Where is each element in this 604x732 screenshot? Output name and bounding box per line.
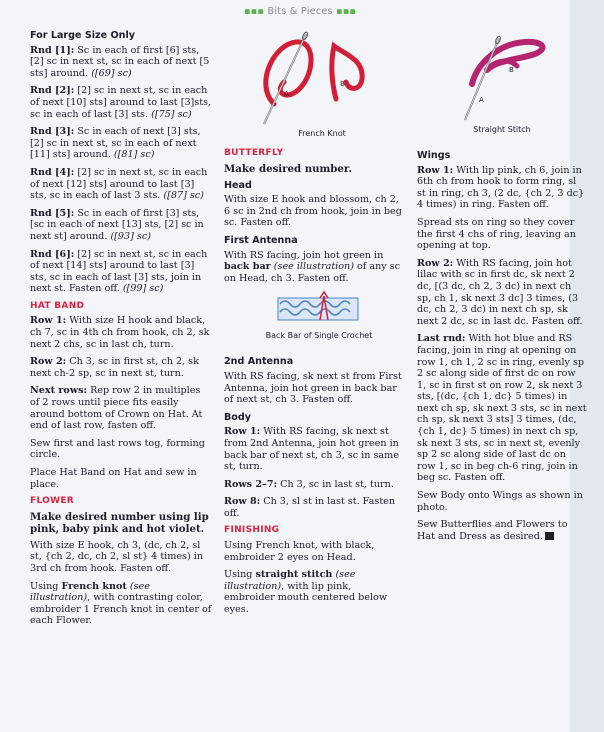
hat-band-row2: Row 2: Ch 3, sc in first st, ch 2, sk next ch-2 sp, sc in next st, turn. <box>30 356 199 379</box>
straight-stitch-caption: Straight Stitch <box>473 125 531 134</box>
rnd6: Rnd [6]: [2] sc in next st, sc in each of next [14] sts] around to last [3] sts, sc in each of last [3] sts, join in next st. Fasten off. ([99] sc) <box>30 248 208 295</box>
wings-heading: Wings <box>417 150 451 161</box>
wings-sew-body: Sew Body onto Wings as shown in photo. <box>417 490 583 513</box>
rnd4: Rnd [4]: [2] sc in next st, sc in each of next [12] sts] around to last [3] sts, sc in each of last 3 sts. ([87] sc) <box>30 166 208 202</box>
hat-band-next-rows: Next rows: Rep row 2 in multiples of 2 rows until piece fits easily around bottom of Crown on Hat. At end of last row, fasten off. <box>30 385 203 432</box>
column-1 <box>30 30 212 633</box>
back-bar-caption: Back Bar of Single Crochet <box>265 331 373 341</box>
fig3-label-b: B <box>509 66 514 74</box>
rnd3: Rnd [3]: Sc in each of next [3] sts, [2] sc in next st, sc in each of next [11] sts] around. ([81] sc) <box>30 126 201 161</box>
wings-last-rnd: Last rnd: With hot blue and RS facing, join in ring at opening on row 1, ch 1, 2 sc in ring, evenly sp 2 sc along side of first dc on row 1, sc in first st on row 2, sk next 3 sts, [(dc, {ch 1, dc} 5 times) in next ch sp, sk next 3 sts, sc in next ch sp, sk next 3 sts] 3 times, (dc, {ch 1, dc} 5 times) in next ch sp, sk next 3 sts, sc in next st, evenly sp 2 sc along side of last dc on row 1, sc in beg ch-6 ring, join in beg sc. Fasten off. <box>417 333 587 484</box>
flower-french-knot: Using French knot (see illustration), with contrasting color, embroider 1 French knot in center of each Flower. <box>30 580 212 627</box>
straight-stitch-figure <box>417 24 587 136</box>
wings-sew-flowers: Sew Butterflies and Flowers to Hat and Dress as desired. <box>417 519 568 542</box>
fig1-label-a: A <box>284 90 289 98</box>
fig1-label-b: B <box>340 80 345 88</box>
wings-row2: Row 2: With RS facing, join hot lilac with sc in first dc, sk next 2 dc, [(3 dc, ch 2, 3 dc) in next ch sp, ch 1, sk next 3 dc] 3 times, (3 dc, ch 2, 3 dc) in next ch sp, sk next 2 dc, sc in last dc. Fasten off. <box>417 257 583 327</box>
butterfly-make: Make desired number. <box>224 162 352 175</box>
french-knot-figure <box>224 24 402 136</box>
back-bar-figure <box>224 290 402 342</box>
head-text: With size E hook and blossom, ch 2, 6 sc in 2nd ch from hook, join in beg sc. Fasten off. <box>224 194 402 229</box>
rnd1: Rnd [1]: Sc in each of first [6] sts, [2] sc in next st, sc in each of next [5 sts] around. ([69] sc) <box>30 44 210 79</box>
body-row1: Row 1: With RS facing, sk next st from 2nd Antenna, join hot green in back bar of next st, ch 3, sc in same st, turn. <box>224 426 399 473</box>
second-antenna-heading: 2nd Antenna <box>224 356 294 368</box>
hat-band-row1: Row 1: With size H hook and black, ch 7, sc in 4th ch from hook, ch 2, sk next 2 chs, sc in last ch, turn. <box>30 315 210 350</box>
second-antenna-text: With RS facing, sk next st from First Antenna, join hot green in back bar of next st, ch 3. Fasten off. <box>224 370 402 406</box>
finishing-straight-stitch: Using straight stitch (see illustration), with lip pink, embroider mouth centered below eyes. <box>224 569 388 616</box>
flower-body: With size E hook, ch 3, (dc, ch 2, sl st, {ch 2, dc, ch 2, sl st} 4 times) in 3rd ch from hook. Fasten off. <box>30 539 203 574</box>
butterfly-title: BUTTERFLY <box>224 148 284 158</box>
finishing-text: Using French knot, with black, embroider 2 eyes on Head. <box>224 540 375 563</box>
straight-stitch-illustration <box>417 24 587 124</box>
header-dots-right: ▪▪▪ <box>336 6 357 17</box>
header-title: Bits & Pieces <box>267 6 333 17</box>
hat-band-place: Place Hat Band on Hat and sew in place. <box>30 467 197 490</box>
wings-spread: Spread sts on ring so they cover the first 4 chs of ring, leaving an opening at top. <box>417 216 576 252</box>
column-3 <box>417 24 587 548</box>
back-bar-illustration <box>224 290 402 326</box>
first-antenna-heading: First Antenna <box>224 234 298 246</box>
body-row8: Row 8: Ch 3, sl st in last st. Fasten off. <box>224 496 396 519</box>
flower-make: Make desired number using lip pink, baby pink and hot violet. <box>30 510 209 535</box>
hat-band-sew: Sew first and last rows tog, forming circle. <box>30 437 205 461</box>
rnd5: Rnd [5]: Sc in each of first [3] sts, [sc in each of next [13] sts, [2] sc in next st] around. ([93] sc) <box>30 207 204 242</box>
fig3-label-a: A <box>479 96 484 104</box>
finishing-title: FINISHING <box>224 525 280 536</box>
wings-row1: Row 1: With lip pink, ch 6, join in 6th ch from hook to form ring, sl st in ring, ch 3, (2 dc, {ch 2, 3 dc} 4 times) in ring. Fasten off. <box>417 164 585 211</box>
first-antenna-text: With RS facing, join hot green in back bar (see illustration) of any sc on Head, ch 3. Fasten off. <box>224 249 401 284</box>
flower-title: FLOWER <box>30 496 75 507</box>
column-2 <box>224 24 402 622</box>
end-of-article-icon <box>545 532 554 540</box>
french-knot-caption: French Knot <box>298 129 346 138</box>
rnd2: Rnd [2]: [2] sc in next st, sc in each of next [10] sts] around to last [3]sts, sc in each of last [3] sts. ([75] sc) <box>30 85 212 120</box>
french-knot-illustration <box>224 24 402 126</box>
head-heading: Head <box>224 179 252 191</box>
size-heading: For Large Size Only <box>30 30 136 41</box>
body-heading: Body <box>224 411 252 423</box>
hat-band-title: HAT BAND <box>30 300 85 311</box>
body-rows-2-7: Rows 2–7: Ch 3, sc in last st, turn. <box>224 478 394 490</box>
header-dots-left: ▪▪▪ <box>244 6 265 17</box>
page-header <box>244 6 356 17</box>
